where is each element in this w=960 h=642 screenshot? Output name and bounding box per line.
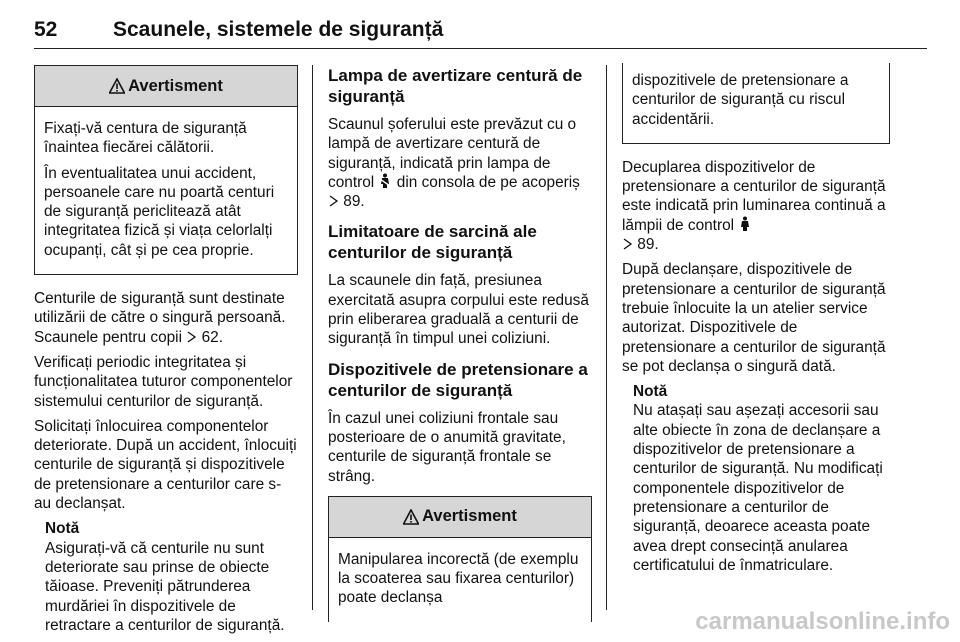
- column-3: [622, 65, 890, 575]
- seatbelt-pretensioner-icon: [738, 216, 752, 232]
- page-reference-icon: [328, 195, 339, 207]
- note-text: Asigurați-vă că centurile nu sunt deteriorate sau prinse de obiecte tăioase. Preveniți pătrunderea murdăriei în dispozitivele de retractare a centurilor de siguranță.: [45, 539, 285, 634]
- warning-text: dispozitivele de pretensionare a centurilor de siguranță cu riscul accidentării.: [632, 72, 849, 128]
- note-text: Nu atașați sau așezați accesorii sau alte obiecte în zona de declanșare a dispozitivelor de pretensionare a centurilor de siguranță. Nu modificați componentele dispozitivelor de pretensionare a centurilor de siguranță, deoarece aceasta poate avea drept consecință anularea certificatului de înmatriculare.: [633, 402, 883, 574]
- warning-triangle-icon: [109, 78, 125, 94]
- paragraph: În cazul unei coliziuni frontale sau posterioare de o anumită gravitate, centurile de siguranță frontale se strâng.: [328, 409, 566, 485]
- note-title: Notă: [45, 520, 80, 538]
- column-1: [34, 65, 298, 635]
- section-heading: Dispozitivele de pretensionare a centurilor de siguranță: [328, 359, 588, 400]
- warning-text-1: Fixați-vă centura de siguranță înaintea fiecărei călătorii.: [44, 120, 247, 157]
- column-2: [328, 65, 592, 636]
- note-box: [34, 519, 298, 635]
- chapter-title: Scaunele, sistemele de siguranță: [113, 18, 444, 41]
- paragraph: La scaunele din față, presiunea exercitată asupra corpului este redusă prin eliberarea graduală a centurii de siguranță în timpul unei coliziuni.: [328, 272, 589, 348]
- warning-box: [34, 65, 298, 275]
- page-reference-icon: [186, 331, 197, 343]
- warning-triangle-icon: [403, 509, 419, 525]
- paragraph: După declanșare, dispozitivele de pretensionare a centurilor de siguranță trebuie înlocuite la un atelier service autorizat. Dispozitivele de pretensionare a centurilor de siguranță se pot declanșa o singură dată.: [622, 261, 886, 375]
- watermark: carmanualsonline.info: [695, 608, 950, 635]
- paragraph: Verificați periodic integritatea și funcționalitatea tuturor componentelor sistemului centurilor de siguranță.: [34, 353, 293, 410]
- seatbelt-warning-icon: [378, 173, 392, 189]
- warning-box-continued: [622, 63, 890, 144]
- section-heading: Lampa de avertizare centură de siguranță: [328, 66, 583, 106]
- warning-header: [35, 66, 297, 107]
- page-header: [34, 8, 927, 49]
- warning-box: [328, 496, 592, 622]
- paragraph: Solicitați înlocuirea componentelor deteriorate. După un accident, înlocuiți centurile de siguranță și dispozitivele de pretensionare a centurilor care s-au declanșat.: [34, 417, 297, 513]
- page-reference-icon: [622, 238, 633, 250]
- warning-text: Manipularea incorectă (de exemplu la scoaterea sau fixarea centurilor) poate declanșa: [338, 550, 579, 607]
- section-heading: Limitatoare de sarcină ale centurilor de siguranță: [328, 222, 537, 263]
- warning-header: [329, 497, 591, 538]
- warning-title: Avertisment: [128, 76, 223, 95]
- note-box: [622, 382, 890, 575]
- paragraph: Centurile de siguranță sunt destinate utilizării de către o singură persoană. Scaunele pentru copii 62.: [34, 290, 286, 346]
- warning-text-2: În eventualitatea unui accident, persoanele care nu poartă centuri de siguranță periclitează atât integritatea fizică și viața celorlalți ocupanți, cât și pe cea proprie.: [44, 164, 275, 259]
- paragraph: Decuplarea dispozitivelor de pretensionare a centurilor de siguranță este indicată prin luminarea continuă a lămpii de control 89.: [622, 158, 886, 254]
- column-divider: [606, 65, 607, 610]
- column-divider: [312, 65, 313, 610]
- page-number: 52: [34, 18, 58, 41]
- warning-title: Avertisment: [422, 507, 517, 526]
- paragraph: Scaunul șoferului este prevăzut cu o lampă de avertizare centură de siguranță, indicată prin lampa de control din consola de pe acoperiș 89.: [328, 116, 580, 211]
- note-title: Notă: [633, 383, 668, 401]
